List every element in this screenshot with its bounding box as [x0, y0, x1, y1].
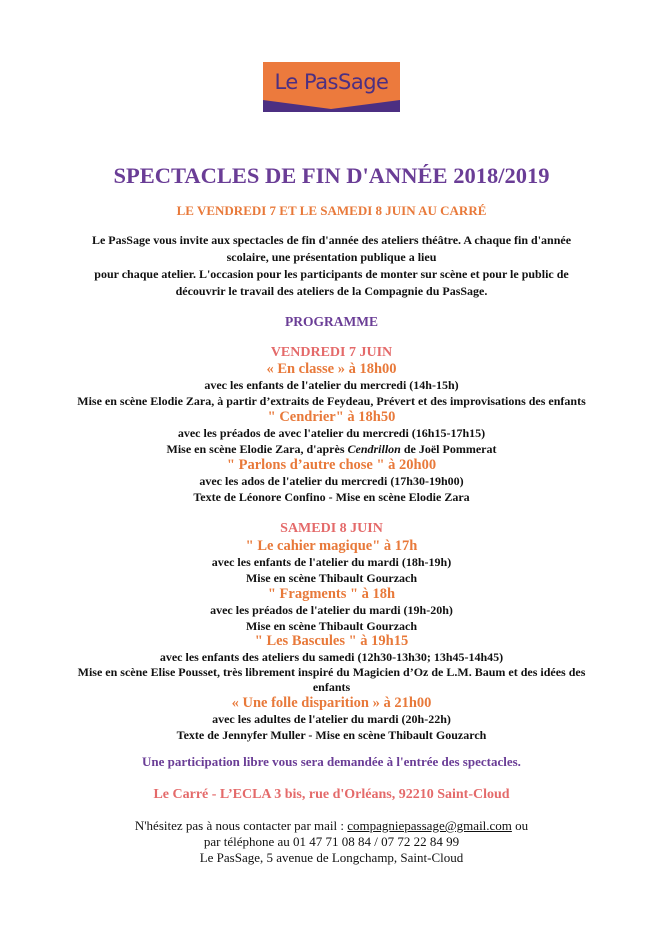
email-link[interactable]: compagniepassage@gmail.com [347, 818, 512, 833]
show-detail: Mise en scène Thibault Gourzach [245, 571, 418, 585]
credit-text: Mise en scène Elodie Zara, d'après [166, 442, 348, 456]
contact-text: ou [511, 818, 529, 833]
show-title: « Une folle disparition » à 21h00 [231, 695, 432, 711]
show-detail: Mise en scène Thibault Gourzach [245, 619, 418, 633]
contact-address: Le PasSage, 5 avenue de Longchamp, Saint-Cloud [199, 850, 464, 865]
page-title: SPECTACLES DE FIN D'ANNÉE 2018/2019 [113, 163, 550, 188]
credit-text: de Joël Pommerat [400, 442, 497, 456]
subtitle: LE VENDREDI 7 ET LE SAMEDI 8 JUIN AU CARRÉ [176, 203, 487, 218]
venue-address: Le Carré - L’ECLA 3 bis, rue d'Orléans, 92210 Saint-Cloud [153, 787, 510, 802]
contact-text: N'hésitez pas à nous contacter par mail : [134, 818, 348, 833]
show-detail: avec les adultes de l'atelier du mardi (20h-22h) [212, 712, 451, 726]
logo-chevron-icon [263, 96, 400, 112]
intro-line: découvrir le travail des ateliers de la Compagnie du PasSage. [175, 284, 488, 298]
intro-line: scolaire, une présentation publique a lieu [226, 250, 437, 264]
show-detail: Texte de Jennyfer Muller - Mise en scène Thibault Gouzarch [176, 728, 487, 742]
show-detail: avec les enfants de l'atelier du mardi (18h-19h) [211, 555, 452, 569]
le-passage-logo [263, 62, 400, 112]
show-detail: avec les enfants de l'atelier du mercredi (14h-15h) [204, 378, 459, 392]
show-title: " Fragments " à 18h [267, 586, 396, 602]
show-detail: avec les ados de l'atelier du mercredi (17h30-19h00) [199, 474, 464, 488]
programme-heading: PROGRAMME [285, 314, 378, 329]
contact-phone: par téléphone au 01 47 71 08 84 / 07 72 22 84 99 [203, 834, 460, 849]
intro-line: pour chaque atelier. L'occasion pour les participants de monter sur scène et pour le public de [94, 267, 569, 281]
intro-line: Le PasSage vous invite aux spectacles de fin d'année des ateliers théâtre. A chaque fin d'année [91, 233, 572, 247]
show-title: " Parlons d’autre chose " à 20h00 [226, 457, 437, 473]
show-detail: avec les enfants des ateliers du samedi (12h30-13h30; 13h45-14h45) [159, 650, 504, 664]
show-detail: Mise en scène Elise Pousset, très librement inspiré du Magicien d’Oz de L.M. Baum et des idées des [77, 665, 586, 679]
credit-work-title: Cendrillon [347, 442, 401, 456]
participation-note: Une participation libre vous sera demandée à l'entrée des spectacles. [142, 754, 521, 769]
show-detail: Texte de Léonore Confino - Mise en scène Elodie Zara [193, 490, 470, 504]
show-title: " Les Bascules " à 19h15 [254, 633, 409, 649]
logo-text: Le PasSage [274, 70, 389, 94]
day-heading-saturday: SAMEDI 8 JUIN [280, 521, 383, 536]
show-detail: enfants [312, 680, 351, 694]
day-heading-friday: VENDREDI 7 JUIN [270, 345, 393, 360]
show-detail: avec les préados de avec l'atelier du mercredi (16h15-17h15) [177, 426, 486, 440]
show-detail: avec les préados de l'atelier du mardi (19h-20h) [210, 603, 453, 617]
show-title: " Cendrier" à 18h50 [267, 409, 396, 425]
show-title: « En classe » à 18h00 [266, 361, 397, 377]
show-title: " Le cahier magique" à 17h [245, 538, 418, 554]
show-detail: Mise en scène Elodie Zara, à partir d’extraits de Feydeau, Prévert et des improvisations des enfants [77, 394, 586, 408]
